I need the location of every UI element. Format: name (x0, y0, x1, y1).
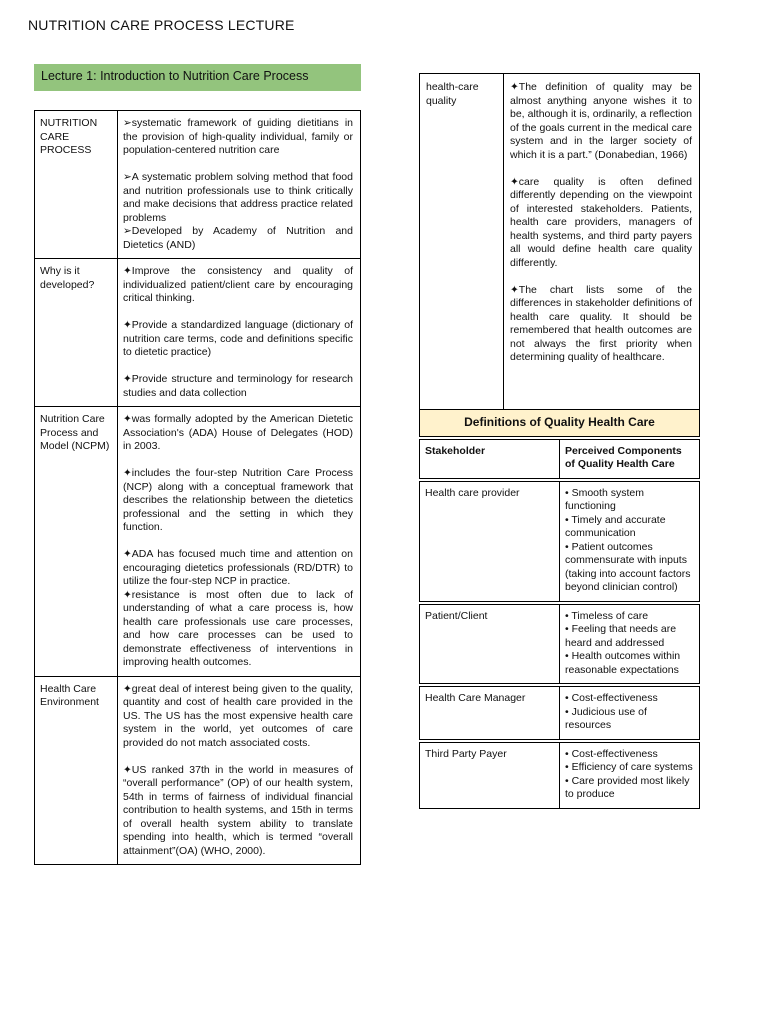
paragraph: ✦Provide a standardized language (dictionary of nutrition care terms, code and definitions specific to dietetic practice) (123, 319, 353, 358)
list-item: • Timeless of care (565, 609, 649, 622)
header-stakeholder: Stakeholder (420, 439, 560, 478)
paragraph: ✦Provide structure and terminology for research studies and data collection (123, 373, 353, 399)
components-cell (560, 481, 700, 601)
paragraph: ✦US ranked 37th in the world in measures of “overall performance” (OP) of our health system, 54th in terms of fairness of individual financial contribution to health systems, and 15th in terms of overall health system ability to translate spending into health, which is termed “overall attainment”(OA) (WHO, 2000). (123, 763, 353, 857)
paragraph: ✦was formally adopted by the American Dietetic Association's (ADA) House of Delegates (HOD) in 2003. (123, 413, 353, 452)
component-list (565, 610, 693, 678)
row-topic: Why is it developed? (35, 259, 118, 407)
row-topic: Nutrition Care Process and Model (NCPM) (35, 407, 118, 677)
row-topic: NUTRITION CARE PROCESS (35, 111, 118, 259)
stakeholder-cell: Health care provider (420, 481, 560, 601)
paragraph: ✦includes the four-step Nutrition Care Process (NCP) along with a conceptual framework that describes the relationship between the dietetics professional and the setting in which they function. (123, 467, 353, 533)
table-caption: Definitions of Quality Health Care (420, 410, 700, 437)
paragraph: ✦care quality is often defined differently depending on the viewpoint of interested stakeholders. Patients, health care providers, managers of health systems, and third party payers all would define health care quality differently. (510, 175, 692, 269)
stakeholder-cell: Patient/Client (420, 604, 560, 684)
list-item: • Patient outcomes commensurate with inputs (taking into account factors beyond clinician control) (565, 540, 691, 593)
header-components: Perceived Components of Quality Health Care (560, 439, 700, 478)
header-row (420, 439, 700, 478)
row-topic: Health Care Environment (35, 676, 118, 865)
table-row (35, 676, 361, 865)
table-row (420, 742, 700, 808)
list-item: • Feeling that needs are heard and addressed (565, 623, 677, 649)
list-item: • Timely and accurate communication (565, 513, 666, 539)
row-description (118, 407, 361, 677)
row-description (118, 259, 361, 407)
list-item: • Health outcomes within reasonable expectations (565, 650, 681, 676)
row-topic: health-care quality (420, 74, 504, 410)
table-row (420, 481, 700, 601)
row-description (504, 74, 700, 410)
stakeholder-cell: Third Party Payer (420, 742, 560, 808)
components-cell (560, 687, 700, 740)
components-cell (560, 604, 700, 684)
list-item: • Cost-effectiveness (565, 692, 658, 704)
row-description (118, 676, 361, 865)
paragraph: ✦Improve the consistency and quality of individualized patient/client care by encouraging critical thinking. (123, 265, 353, 304)
table-row (420, 604, 700, 684)
component-list (565, 748, 693, 802)
paragraph: ➢Developed by Academy of Nutrition and Dietetics (AND) (123, 225, 353, 251)
stakeholder-cell: Health Care Manager (420, 687, 560, 740)
table-row (35, 259, 361, 407)
paragraph: ✦great deal of interest being given to the quality, quantity and cost of health care provided in the US. The US has the most expensive health care system in the world, yet outcomes of care provided do not match associated costs. (123, 682, 353, 749)
list-item: • Care provided most likely to produce (565, 774, 690, 800)
table-row (420, 687, 700, 740)
component-list (565, 487, 693, 595)
list-item: • Cost-effectiveness (565, 747, 658, 760)
page-title: NUTRITION CARE PROCESS LECTURE (28, 17, 295, 33)
table-row (35, 407, 361, 677)
health-care-quality-table (419, 73, 700, 410)
table-row (35, 111, 361, 259)
paragraph: ✦The chart lists some of the differences in stakeholder definitions of health care quality. It should be remembered that health outcomes are not always the first priority when determining quality of healthcare. (510, 283, 692, 363)
row-description (118, 111, 361, 259)
quality-definitions-table (419, 409, 700, 809)
lecture-heading: Lecture 1: Introduction to Nutrition Care Process (34, 64, 361, 91)
ncp-overview-table (34, 110, 361, 865)
components-cell (560, 742, 700, 808)
table-row (420, 74, 700, 410)
list-item: • Efficiency of care systems (565, 761, 693, 773)
caption-row (420, 410, 700, 437)
paragraph: ➢A systematic problem solving method that food and nutrition professionals use to think critically and make decisions that address practice related problems (123, 171, 353, 224)
list-item: • Smooth system functioning (565, 486, 644, 512)
paragraph: ➢systematic framework of guiding dietitians in the provision of high-quality individual, family or population-centered nutrition care (123, 117, 353, 156)
paragraph: ✦ADA has focused much time and attention on encouraging dietetics professionals (RD/DTR) to utilize the four-step NCP in practice. (123, 548, 353, 587)
list-item: • Judicious use of resources (565, 705, 647, 731)
component-list (565, 692, 693, 733)
paragraph: ✦The definition of quality may be almost anything anyone wishes it to be, although it is, ordinarily, a reflection of the goals current in the medical care system and in the larger society of which it is a part.” (Donabedian, 1966) (510, 81, 692, 161)
paragraph: ✦resistance is most often due to lack of understanding of what a care process is, how health care professionals use care processes, and how care processes can be used to demonstrate effectiveness of interventions in improving health outcomes. (123, 588, 353, 668)
